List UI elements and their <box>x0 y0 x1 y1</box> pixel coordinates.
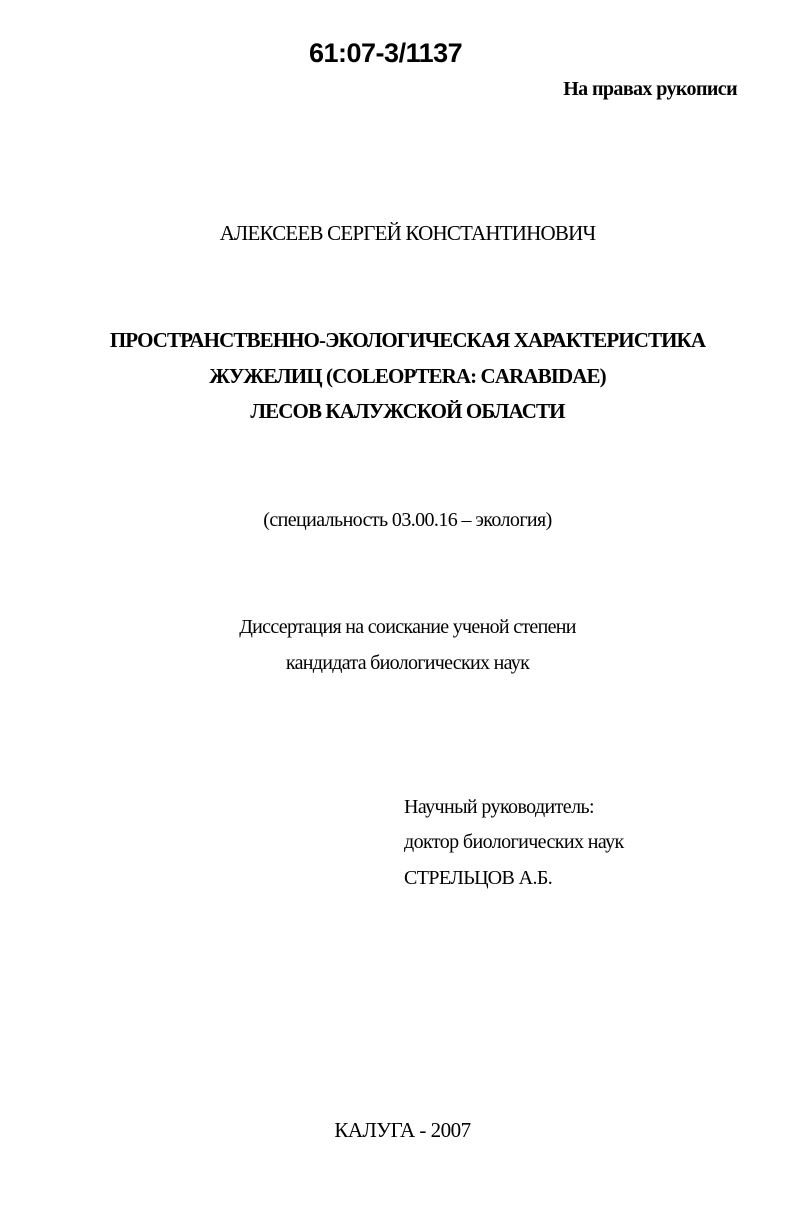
supervisor-rank: доктор биологических наук <box>404 831 624 853</box>
supervisor-name: СТРЕЛЬЦОВ А.Б. <box>404 867 553 889</box>
specialty: (специальность 03.00.16 – экология) <box>263 509 552 531</box>
degree-line-2: кандидата биологических наук <box>285 652 530 674</box>
rights-note: На правах рукописи <box>563 78 737 100</box>
title-line-1: ПРОСТРАНСТВЕННО-ЭКОЛОГИЧЕСКАЯ ХАРАКТЕРИСТИКА <box>109 328 706 352</box>
title-line-3: ЛЕСОВ КАЛУЖСКОЙ ОБЛАСТИ <box>250 399 565 423</box>
author-name: АЛЕКСЕЕВ СЕРГЕЙ КОНСТАНТИНОВИЧ <box>219 221 596 245</box>
title-line-2: ЖУЖЕЛИЦ (COLEOPTERA: CARABIDAE) <box>209 364 606 388</box>
city-year: КАЛУГА - 2007 <box>334 1118 471 1142</box>
supervisor-label: Научный руководитель: <box>404 796 594 818</box>
degree-line-1: Диссертация на соискание ученой степени <box>239 616 576 638</box>
catalog-number: 61:07-3/1137 <box>309 38 463 68</box>
